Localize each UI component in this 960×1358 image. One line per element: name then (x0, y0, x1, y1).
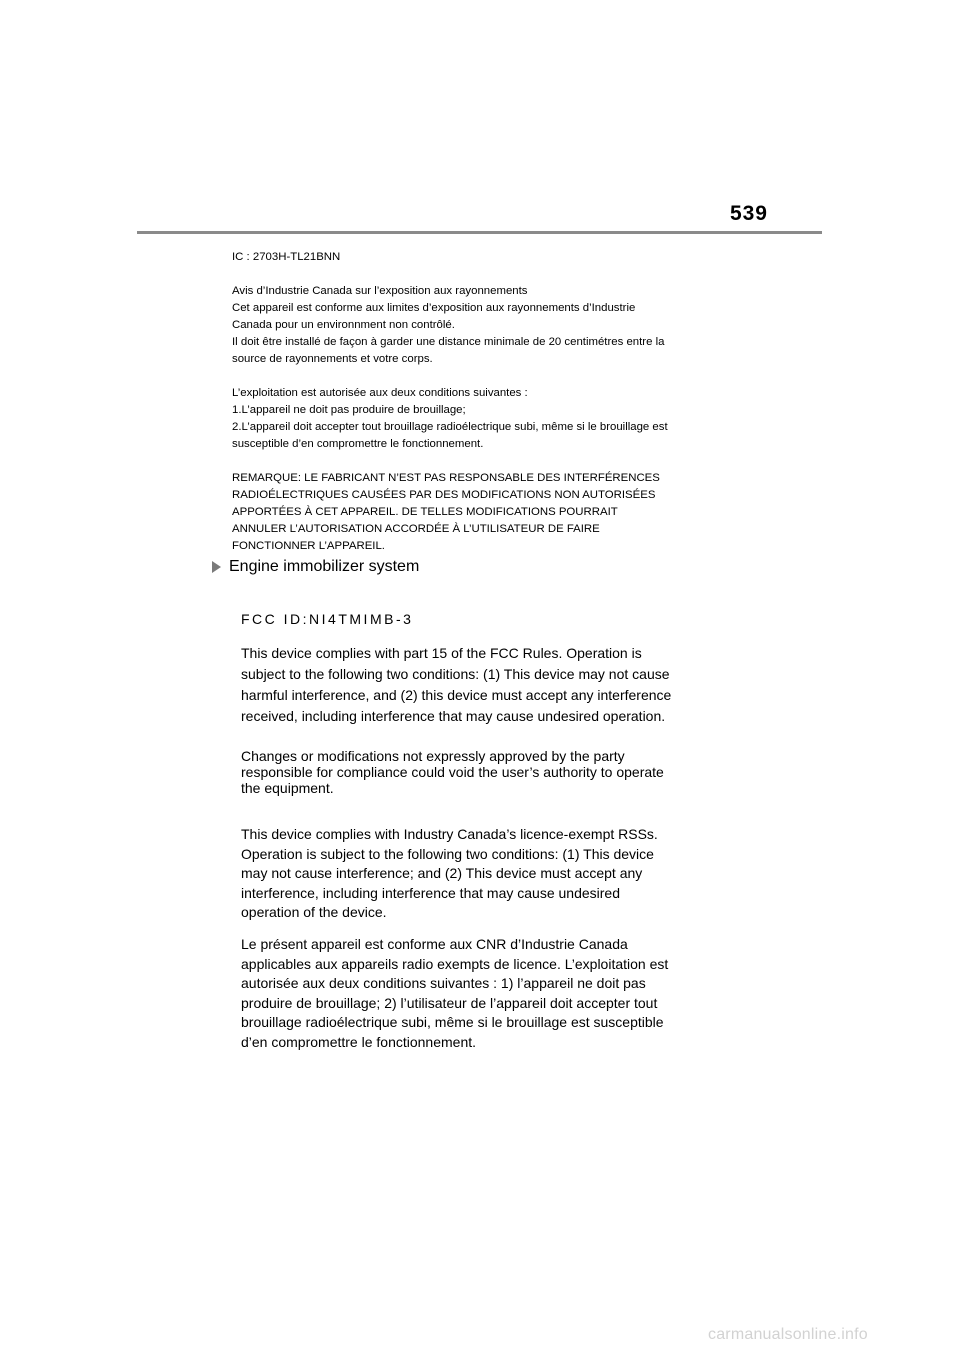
fcc-para3-line: This device complies with Industry Canada’s licence-exempt RSSs. (241, 826, 658, 842)
ic-id: IC : 2703H-TL21BNN (232, 251, 341, 263)
ic-para1-line: source de rayonnements et votre corps. (232, 353, 433, 365)
ic-para1-line: Avis d’Industrie Canada sur l’exposition aux rayonnements (232, 285, 528, 297)
ic-notice (232, 249, 742, 555)
fcc-para3-line: Operation is subject to the following two conditions: (1) This device (241, 845, 654, 862)
fcc-para2-line: Changes or modifications not expressly approved by the party (241, 748, 625, 764)
fcc-para4-line: autorisée aux deux conditions suivantes : 1) l’appareil ne doit pas (241, 975, 646, 991)
ic-para3-line: REMARQUE: LE FABRICANT N’EST PAS RESPONSABLE DES INTERFÉRENCES (232, 472, 660, 484)
ic-para1-line: Canada pour un environnment non contrôlé. (232, 319, 455, 331)
fcc-para1-line: received, including interference that may cause undesired operation. (241, 708, 666, 724)
ic-para3-line: FONCTIONNER L’APPAREIL. (232, 540, 385, 552)
ic-para2-line: susceptible d’en compromettre le fonctionnement. (232, 438, 484, 450)
ic-para2-line: 1.L’appareil ne doit pas produire de brouillage; (232, 404, 466, 416)
ic-para2-line: 2.L’appareil doit accepter tout brouillage radioélectrique subi, même si le brouillage est (232, 421, 668, 433)
ic-para3-line: APPORTÉES À CET APPAREIL. DE TELLES MODIFICATIONS POURRAIT (232, 506, 618, 518)
ic-para2-line: L’exploitation est autorisée aux deux conditions suivantes : (232, 387, 528, 399)
watermark: carmanualsonline.info (708, 1326, 868, 1343)
fcc-para3-line: interference, including interference that may cause undesired (241, 884, 620, 901)
fcc-para4-line: Le présent appareil est conforme aux CNR d’Industrie Canada (241, 936, 628, 952)
ic-para1-line: Il doit être installé de façon à garder une distance minimale de 20 centimétres entre la (232, 336, 665, 348)
fcc-para4-line: brouillage radioélectrique subi, même si le brouillage est susceptible (241, 1014, 664, 1030)
fcc-compliance-paragraph (241, 643, 741, 727)
fcc-para3-line: may not cause interference; and (2) This device must accept any (241, 865, 643, 881)
cnr-french-paragraph (241, 935, 741, 1052)
fcc-para1-line: subject to the following two conditions: (1) This device may not cause (241, 666, 670, 682)
page-number: 539 (729, 202, 768, 225)
fcc-para1-line: This device complies with part 15 of the FCC Rules. Operation is (241, 645, 642, 661)
section-heading-text: Engine immobilizer system (229, 558, 420, 575)
fcc-para3-line: operation of the device. (241, 904, 387, 920)
fcc-para4-line: applicables aux appareils radio exempts de licence. L’exploitation est (241, 955, 669, 972)
industry-canada-paragraph (241, 825, 741, 923)
section-heading (212, 557, 419, 577)
spacer (232, 266, 742, 283)
ic-para1-line: Cet appareil est conforme aux limites d’exposition aux rayonnements d’Industrie (232, 302, 636, 314)
ic-para3-line: ANNULER L’AUTORISATION ACCORDÉE À L’UTILISATEUR DE FAIRE (232, 523, 600, 535)
fcc-para2-line: the equipment. (241, 780, 334, 796)
spacer (232, 368, 742, 385)
spacer (232, 453, 742, 470)
ic-para3-line: RADIOÉLECTRIQUES CAUSÉES PAR DES MODIFICATIONS NON AUTORISÉES (232, 489, 656, 501)
fcc-para2-line: responsible for compliance could void the user’s authority to operate (241, 764, 664, 780)
fcc-para4-line: produire de brouillage; 2) l’utilisateur de l’appareil doit accepter tout (241, 994, 658, 1011)
header-divider (137, 231, 822, 234)
fcc-changes-paragraph (241, 748, 741, 796)
fcc-para1-line: harmful interference, and (2) this device must accept any interference (241, 687, 672, 703)
triangle-right-icon (212, 561, 221, 573)
fcc-id: FCC ID:NI4TMIMB-3 (241, 611, 414, 627)
fcc-para4-line: d’en compromettre le fonctionnement. (241, 1033, 477, 1050)
